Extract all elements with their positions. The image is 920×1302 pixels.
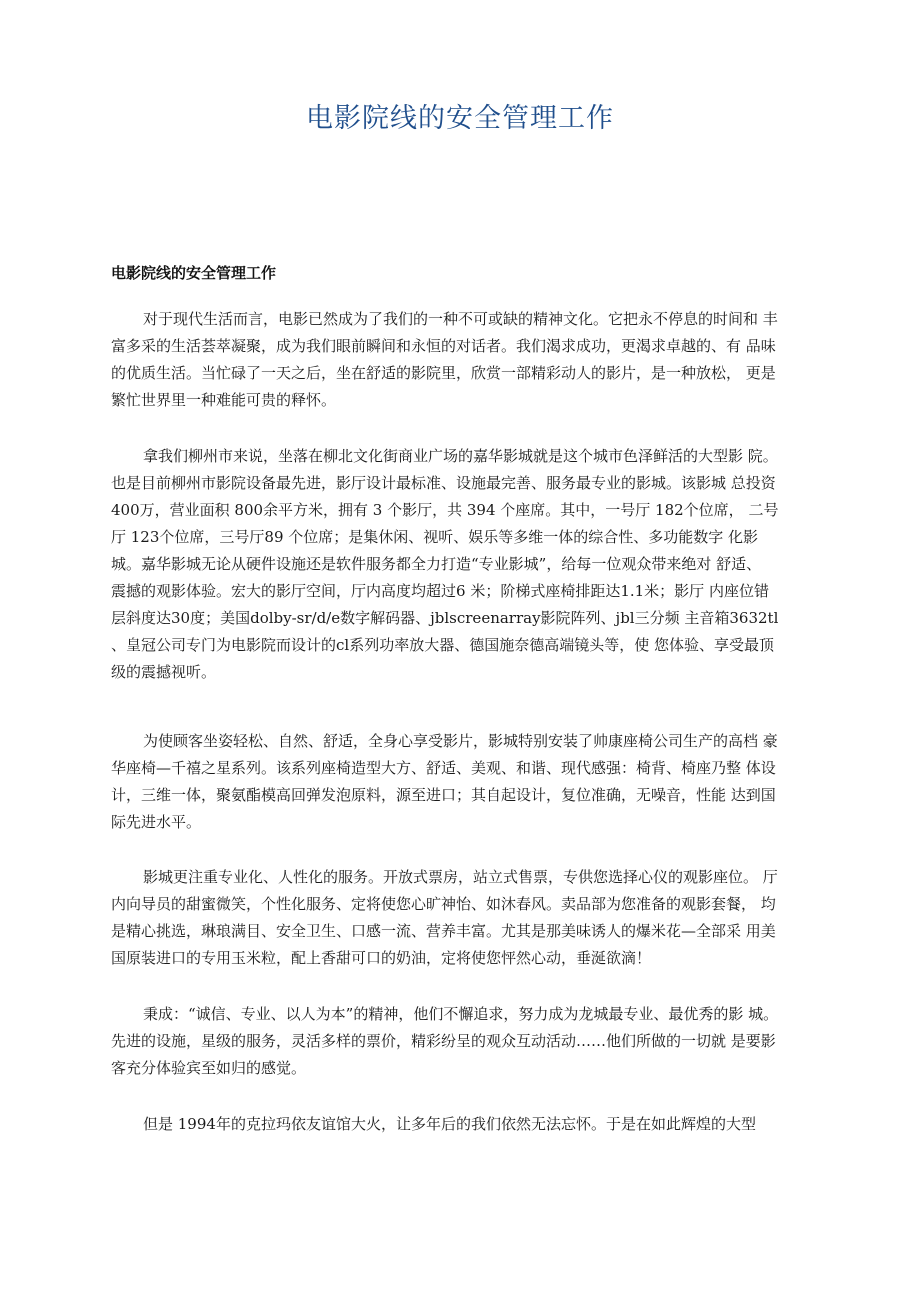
text-line: 客充分体验宾至如归的感觉。: [111, 1059, 307, 1077]
text-line: 级的震撼视听。: [111, 663, 217, 681]
text-line: 秉成：“诚信、专业、以人为本”的精神，他们不懈追求，努力成为龙城最专业、最优秀的影 城。: [143, 1005, 779, 1023]
text-line: 也是目前柳州市影院设备最先进，影厅设计最标准、设施最完善、服务最专业的影城。该影城 总投资: [111, 474, 776, 492]
text-line: 震撼的观影体验。宏大的影厅空间，厅内高度均超过6 米；阶梯式座椅排距达1.1米；影厅 内座位错: [111, 582, 769, 600]
text-line: 拿我们柳州市来说，坐落在柳北文化街商业广场的嘉华影城就是这个城市色泽鲜活的大型影 院。: [143, 447, 778, 465]
text-line: 层斜度达30度；美国dolby-sr/d/e数字解码器、jblscreenarray影院阵列、jbl三分频 主音箱3632tl: [111, 609, 779, 627]
text-line: 内向导员的甜蜜微笑，个性化服务、定将使您心旷神怡、如沐春风。卖品部为您准备的观影套餐， 均: [111, 895, 776, 913]
text-line: 的优质生活。当忙碌了一天之后，坐在舒适的影院里，欣赏一部精彩动人的影片，是一种放松， 更是: [111, 364, 776, 382]
section-heading: 电影院线的安全管理工作: [111, 264, 277, 282]
paragraph-1: [111, 306, 851, 414]
text-line: 但是 1994年的克拉玛依友谊馆大火，让多年后的我们依然无法忘怀。于是在如此辉煌的大型: [143, 1115, 756, 1133]
text-line: 富多采的生活荟萃凝聚，成为我们眼前瞬间和永恒的对话者。我们渴求成功，更渴求卓越的、有 品味: [111, 337, 776, 355]
text-line: 华座椅—千禧之星系列。该系列座椅造型大方、舒适、美观、和谐、现代感强：椅背、椅座乃整 体设: [111, 759, 776, 777]
text-line: 繁忙世界里一种难能可贵的释怀。: [111, 391, 337, 409]
text-line: 国原装进口的专用玉米粒，配上香甜可口的奶油，定将使您怦然心动，垂涎欲滴！: [111, 949, 652, 967]
text-line: 影城更注重专业化、人性化的服务。开放式票房，站立式售票，专供您选择心仪的观影座位。 厅: [143, 868, 778, 886]
text-line: 为使顾客坐姿轻松、自然、舒适，全身心享受影片，影城特别安装了帅康座椅公司生产的高档 豪: [143, 732, 778, 750]
paragraph-4: [111, 864, 851, 972]
text-line: 对于现代生活而言，电影已然成为了我们的一种不可或缺的精神文化。它把永不停息的时间和 丰: [143, 310, 778, 328]
text-line: 先进的设施，星级的服务，灵活多样的票价，精彩纷呈的观众互动活动……他们所做的一切就 是要影: [111, 1032, 776, 1050]
document-title: 电影院线的安全管理工作: [306, 103, 614, 134]
paragraph-5: [111, 1001, 851, 1082]
text-line: 城。嘉华影城无论从硬件设施还是软件服务都全力打造“专业影城”，给每一位观众带来绝对 舒适、: [111, 555, 762, 573]
text-line: 计，三维一体，聚氨酯模高回弹发泡原料，源至进口；其自起设计，复位准确，无噪音，性能 达到国: [111, 786, 776, 804]
text-line: 际先进水平。: [111, 813, 202, 831]
text-line: 厅 123个位席，三号厅89 个位席；是集休闲、视听、娱乐等多维一体的综合性、多功能数字 化影: [111, 528, 759, 546]
paragraph-6: [111, 1111, 851, 1138]
text-line: 是精心挑选，琳琅满目、安全卫生、口感一流、营养丰富。尤其是那美味诱人的爆米花—全部采 用美: [111, 922, 776, 940]
paragraph-2: [111, 443, 851, 686]
text-line: 、皇冠公司专门为电影院而设计的cl系列功率放大器、德国施奈德高端镜头等，使 您体验、享受最顶: [111, 636, 774, 654]
text-line: 400万，营业面积 800余平方米，拥有 3 个影厅，共 394 个座席。其中，一号厅 182个位席， 二号: [111, 501, 779, 519]
paragraph-3: [111, 728, 851, 836]
